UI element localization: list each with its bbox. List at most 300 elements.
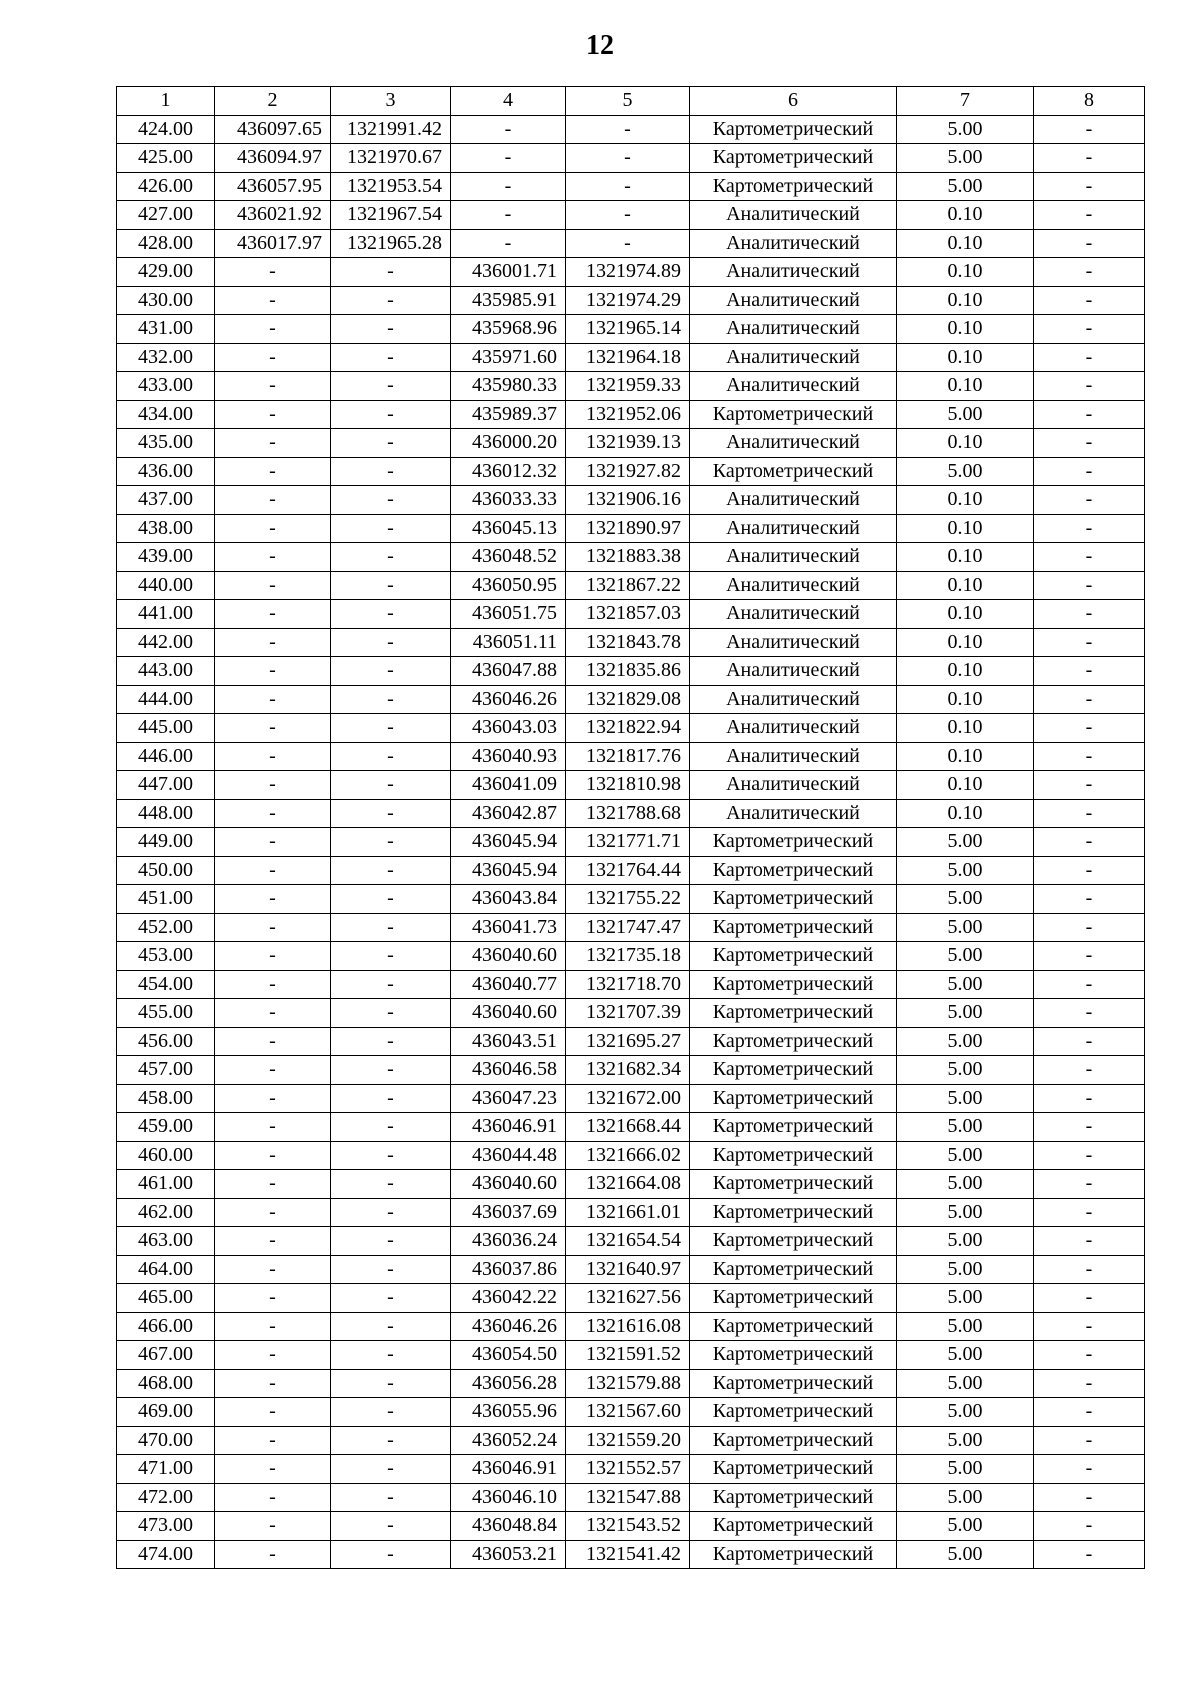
description-cell: -: [1034, 828, 1145, 857]
description-cell: -: [1034, 1426, 1145, 1455]
table-row: [117, 201, 1145, 230]
accuracy-cell: 5.00: [897, 970, 1034, 999]
new-x-cell: 436046.91: [451, 1455, 566, 1484]
point-number-cell: 439.00: [117, 543, 215, 572]
new-x-cell: 436040.60: [451, 1170, 566, 1199]
method-cell: Аналитический: [690, 685, 897, 714]
table-row: [117, 315, 1145, 344]
method-cell: Аналитический: [690, 799, 897, 828]
accuracy-cell: 0.10: [897, 628, 1034, 657]
table-row: [117, 999, 1145, 1028]
description-cell: -: [1034, 1455, 1145, 1484]
point-number-cell: 434.00: [117, 400, 215, 429]
method-cell: Аналитический: [690, 742, 897, 771]
new-y-cell: 1321883.38: [566, 543, 690, 572]
new-y-cell: 1321959.33: [566, 372, 690, 401]
old-x-cell: -: [215, 429, 331, 458]
old-y-cell: 1321991.42: [331, 115, 451, 144]
old-y-cell: -: [331, 315, 451, 344]
method-cell: Картометрический: [690, 1312, 897, 1341]
point-number-cell: 473.00: [117, 1512, 215, 1541]
table-row: [117, 1398, 1145, 1427]
new-y-cell: 1321661.01: [566, 1198, 690, 1227]
point-number-cell: 436.00: [117, 457, 215, 486]
table-row: [117, 1141, 1145, 1170]
old-x-cell: -: [215, 1084, 331, 1113]
point-number-cell: 455.00: [117, 999, 215, 1028]
new-x-cell: 436040.60: [451, 999, 566, 1028]
old-x-cell: -: [215, 343, 331, 372]
new-y-cell: 1321664.08: [566, 1170, 690, 1199]
old-x-cell: -: [215, 372, 331, 401]
method-cell: Аналитический: [690, 600, 897, 629]
method-cell: Картометрический: [690, 885, 897, 914]
description-cell: -: [1034, 343, 1145, 372]
table-row: [117, 343, 1145, 372]
accuracy-cell: 5.00: [897, 856, 1034, 885]
old-x-cell: -: [215, 1113, 331, 1142]
point-number-cell: 445.00: [117, 714, 215, 743]
new-y-cell: -: [566, 201, 690, 230]
description-cell: -: [1034, 400, 1145, 429]
new-y-cell: 1321964.18: [566, 343, 690, 372]
method-cell: Картометрический: [690, 115, 897, 144]
table-row: [117, 1255, 1145, 1284]
table-row: [117, 771, 1145, 800]
old-y-cell: -: [331, 400, 451, 429]
method-cell: Картометрический: [690, 1113, 897, 1142]
method-cell: Картометрический: [690, 1426, 897, 1455]
new-x-cell: 436043.51: [451, 1027, 566, 1056]
old-y-cell: -: [331, 828, 451, 857]
method-cell: Картометрический: [690, 144, 897, 173]
old-y-cell: -: [331, 685, 451, 714]
accuracy-cell: 0.10: [897, 714, 1034, 743]
point-number-cell: 440.00: [117, 571, 215, 600]
new-x-cell: 436042.22: [451, 1284, 566, 1313]
new-x-cell: 436040.93: [451, 742, 566, 771]
old-y-cell: -: [331, 1170, 451, 1199]
new-y-cell: -: [566, 172, 690, 201]
old-y-cell: -: [331, 543, 451, 572]
point-number-cell: 438.00: [117, 514, 215, 543]
table-row: [117, 258, 1145, 287]
new-y-cell: 1321695.27: [566, 1027, 690, 1056]
accuracy-cell: 5.00: [897, 1084, 1034, 1113]
new-x-cell: 436043.84: [451, 885, 566, 914]
description-cell: -: [1034, 571, 1145, 600]
point-number-cell: 426.00: [117, 172, 215, 201]
description-cell: -: [1034, 429, 1145, 458]
point-number-cell: 451.00: [117, 885, 215, 914]
table-row: [117, 1027, 1145, 1056]
point-number-cell: 461.00: [117, 1170, 215, 1199]
point-number-cell: 472.00: [117, 1483, 215, 1512]
point-number-cell: 430.00: [117, 286, 215, 315]
accuracy-cell: 0.10: [897, 543, 1034, 572]
new-y-cell: -: [566, 229, 690, 258]
table-row: [117, 1284, 1145, 1313]
description-cell: -: [1034, 771, 1145, 800]
new-x-cell: -: [451, 229, 566, 258]
point-number-cell: 453.00: [117, 942, 215, 971]
table-row: [117, 1113, 1145, 1142]
point-number-cell: 425.00: [117, 144, 215, 173]
description-cell: -: [1034, 1284, 1145, 1313]
new-y-cell: 1321974.29: [566, 286, 690, 315]
old-y-cell: -: [331, 486, 451, 515]
accuracy-cell: 0.10: [897, 771, 1034, 800]
old-x-cell: -: [215, 1027, 331, 1056]
old-x-cell: -: [215, 828, 331, 857]
accuracy-cell: 5.00: [897, 457, 1034, 486]
accuracy-cell: 0.10: [897, 799, 1034, 828]
description-cell: -: [1034, 115, 1145, 144]
accuracy-cell: 5.00: [897, 828, 1034, 857]
new-x-cell: 436040.77: [451, 970, 566, 999]
new-y-cell: 1321627.56: [566, 1284, 690, 1313]
new-y-cell: -: [566, 115, 690, 144]
old-y-cell: -: [331, 856, 451, 885]
new-x-cell: 436056.28: [451, 1369, 566, 1398]
old-y-cell: -: [331, 1284, 451, 1313]
page-number: 12: [586, 30, 614, 61]
new-y-cell: 1321616.08: [566, 1312, 690, 1341]
table-row: [117, 970, 1145, 999]
new-x-cell: 436045.94: [451, 856, 566, 885]
method-cell: Аналитический: [690, 372, 897, 401]
accuracy-cell: 5.00: [897, 1255, 1034, 1284]
new-x-cell: 436048.52: [451, 543, 566, 572]
method-cell: Картометрический: [690, 1284, 897, 1313]
new-y-cell: 1321771.71: [566, 828, 690, 857]
point-number-cell: 464.00: [117, 1255, 215, 1284]
old-y-cell: -: [331, 1455, 451, 1484]
method-cell: Картометрический: [690, 1255, 897, 1284]
accuracy-cell: 0.10: [897, 685, 1034, 714]
point-number-cell: 456.00: [117, 1027, 215, 1056]
old-y-cell: -: [331, 258, 451, 287]
method-cell: Аналитический: [690, 258, 897, 287]
new-y-cell: 1321559.20: [566, 1426, 690, 1455]
new-x-cell: 436001.71: [451, 258, 566, 287]
description-cell: -: [1034, 799, 1145, 828]
new-y-cell: 1321672.00: [566, 1084, 690, 1113]
header-row: [117, 87, 1145, 116]
table-row: [117, 913, 1145, 942]
new-y-cell: 1321817.76: [566, 742, 690, 771]
new-y-cell: 1321974.89: [566, 258, 690, 287]
accuracy-cell: 0.10: [897, 600, 1034, 629]
method-cell: Аналитический: [690, 343, 897, 372]
accuracy-cell: 5.00: [897, 1483, 1034, 1512]
accuracy-cell: 5.00: [897, 115, 1034, 144]
point-number-cell: 460.00: [117, 1141, 215, 1170]
old-x-cell: -: [215, 685, 331, 714]
old-x-cell: -: [215, 742, 331, 771]
method-cell: Картометрический: [690, 1027, 897, 1056]
accuracy-cell: 0.10: [897, 343, 1034, 372]
description-cell: -: [1034, 201, 1145, 230]
new-x-cell: 436046.91: [451, 1113, 566, 1142]
new-x-cell: -: [451, 144, 566, 173]
old-y-cell: 1321953.54: [331, 172, 451, 201]
table-row: [117, 429, 1145, 458]
column-header: 5: [566, 87, 690, 116]
new-y-cell: 1321707.39: [566, 999, 690, 1028]
old-y-cell: -: [331, 1141, 451, 1170]
new-y-cell: 1321718.70: [566, 970, 690, 999]
new-y-cell: 1321829.08: [566, 685, 690, 714]
old-x-cell: -: [215, 543, 331, 572]
old-x-cell: -: [215, 1398, 331, 1427]
point-number-cell: 443.00: [117, 657, 215, 686]
point-number-cell: 429.00: [117, 258, 215, 287]
table-row: [117, 372, 1145, 401]
column-header: 1: [117, 87, 215, 116]
old-y-cell: -: [331, 999, 451, 1028]
accuracy-cell: 5.00: [897, 1455, 1034, 1484]
description-cell: -: [1034, 942, 1145, 971]
method-cell: Аналитический: [690, 229, 897, 258]
new-x-cell: 436047.88: [451, 657, 566, 686]
old-y-cell: -: [331, 457, 451, 486]
description-cell: -: [1034, 315, 1145, 344]
column-header: 7: [897, 87, 1034, 116]
old-x-cell: -: [215, 1455, 331, 1484]
table-row: [117, 885, 1145, 914]
point-number-cell: 463.00: [117, 1227, 215, 1256]
new-y-cell: 1321747.47: [566, 913, 690, 942]
description-cell: -: [1034, 1483, 1145, 1512]
table-row: [117, 942, 1145, 971]
method-cell: Картометрический: [690, 1141, 897, 1170]
new-x-cell: 436051.75: [451, 600, 566, 629]
description-cell: -: [1034, 1056, 1145, 1085]
new-x-cell: 436050.95: [451, 571, 566, 600]
description-cell: -: [1034, 970, 1145, 999]
new-y-cell: 1321890.97: [566, 514, 690, 543]
accuracy-cell: 0.10: [897, 286, 1034, 315]
old-x-cell: -: [215, 1170, 331, 1199]
point-number-cell: 431.00: [117, 315, 215, 344]
old-x-cell: -: [215, 457, 331, 486]
accuracy-cell: 0.10: [897, 486, 1034, 515]
description-cell: -: [1034, 1227, 1145, 1256]
method-cell: Картометрический: [690, 856, 897, 885]
old-y-cell: -: [331, 1341, 451, 1370]
new-y-cell: 1321591.52: [566, 1341, 690, 1370]
old-x-cell: -: [215, 258, 331, 287]
old-x-cell: -: [215, 571, 331, 600]
method-cell: Картометрический: [690, 1455, 897, 1484]
old-x-cell: -: [215, 856, 331, 885]
new-y-cell: 1321952.06: [566, 400, 690, 429]
new-y-cell: 1321939.13: [566, 429, 690, 458]
table-row: [117, 1455, 1145, 1484]
method-cell: Картометрический: [690, 913, 897, 942]
column-header: 3: [331, 87, 451, 116]
method-cell: Аналитический: [690, 571, 897, 600]
old-x-cell: -: [215, 942, 331, 971]
old-y-cell: -: [331, 1084, 451, 1113]
accuracy-cell: 0.10: [897, 229, 1034, 258]
new-y-cell: 1321735.18: [566, 942, 690, 971]
old-y-cell: 1321965.28: [331, 229, 451, 258]
old-x-cell: -: [215, 999, 331, 1028]
old-y-cell: -: [331, 885, 451, 914]
table-row: [117, 685, 1145, 714]
old-y-cell: -: [331, 742, 451, 771]
old-y-cell: -: [331, 657, 451, 686]
old-x-cell: -: [215, 600, 331, 629]
table-row: [117, 457, 1145, 486]
new-y-cell: 1321666.02: [566, 1141, 690, 1170]
old-y-cell: -: [331, 1540, 451, 1569]
old-y-cell: -: [331, 913, 451, 942]
old-x-cell: -: [215, 315, 331, 344]
new-x-cell: 436053.21: [451, 1540, 566, 1569]
old-y-cell: -: [331, 970, 451, 999]
old-y-cell: -: [331, 1369, 451, 1398]
old-x-cell: -: [215, 514, 331, 543]
old-x-cell: -: [215, 286, 331, 315]
description-cell: -: [1034, 856, 1145, 885]
accuracy-cell: 5.00: [897, 1426, 1034, 1455]
description-cell: -: [1034, 543, 1145, 572]
new-x-cell: 435968.96: [451, 315, 566, 344]
old-y-cell: -: [331, 1027, 451, 1056]
table-row: [117, 1170, 1145, 1199]
point-number-cell: 452.00: [117, 913, 215, 942]
table-body: [117, 115, 1145, 1569]
column-header: 8: [1034, 87, 1145, 116]
old-x-cell: -: [215, 1512, 331, 1541]
point-number-cell: 458.00: [117, 1084, 215, 1113]
new-y-cell: 1321547.88: [566, 1483, 690, 1512]
old-x-cell: -: [215, 1483, 331, 1512]
description-cell: -: [1034, 913, 1145, 942]
method-cell: Картометрический: [690, 1512, 897, 1541]
description-cell: -: [1034, 1141, 1145, 1170]
old-x-cell: -: [215, 913, 331, 942]
new-x-cell: 436046.26: [451, 685, 566, 714]
new-x-cell: 436046.26: [451, 1312, 566, 1341]
new-x-cell: 436033.33: [451, 486, 566, 515]
old-x-cell: -: [215, 400, 331, 429]
description-cell: -: [1034, 172, 1145, 201]
accuracy-cell: 5.00: [897, 1512, 1034, 1541]
description-cell: -: [1034, 1341, 1145, 1370]
new-x-cell: 435989.37: [451, 400, 566, 429]
old-x-cell: -: [215, 1198, 331, 1227]
old-y-cell: -: [331, 799, 451, 828]
method-cell: Аналитический: [690, 771, 897, 800]
old-x-cell: -: [215, 771, 331, 800]
coordinates-table: [116, 86, 1145, 1569]
new-y-cell: 1321906.16: [566, 486, 690, 515]
new-x-cell: 436043.03: [451, 714, 566, 743]
new-y-cell: 1321822.94: [566, 714, 690, 743]
table-row: [117, 1483, 1145, 1512]
point-number-cell: 442.00: [117, 628, 215, 657]
description-cell: -: [1034, 999, 1145, 1028]
method-cell: Картометрический: [690, 1369, 897, 1398]
table-row: [117, 1540, 1145, 1569]
new-x-cell: 436046.10: [451, 1483, 566, 1512]
table-row: [117, 571, 1145, 600]
description-cell: -: [1034, 457, 1145, 486]
accuracy-cell: 0.10: [897, 657, 1034, 686]
new-x-cell: 436047.23: [451, 1084, 566, 1113]
accuracy-cell: 5.00: [897, 1027, 1034, 1056]
method-cell: Картометрический: [690, 1227, 897, 1256]
new-x-cell: 435985.91: [451, 286, 566, 315]
description-cell: -: [1034, 685, 1145, 714]
accuracy-cell: 5.00: [897, 1141, 1034, 1170]
method-cell: Картометрический: [690, 172, 897, 201]
new-y-cell: 1321567.60: [566, 1398, 690, 1427]
old-y-cell: -: [331, 1255, 451, 1284]
description-cell: -: [1034, 628, 1145, 657]
old-y-cell: -: [331, 1426, 451, 1455]
old-y-cell: -: [331, 372, 451, 401]
point-number-cell: 437.00: [117, 486, 215, 515]
table-row: [117, 514, 1145, 543]
method-cell: Картометрический: [690, 1341, 897, 1370]
old-y-cell: 1321967.54: [331, 201, 451, 230]
new-y-cell: 1321543.52: [566, 1512, 690, 1541]
method-cell: Аналитический: [690, 486, 897, 515]
point-number-cell: 462.00: [117, 1198, 215, 1227]
accuracy-cell: 0.10: [897, 429, 1034, 458]
new-x-cell: 436040.60: [451, 942, 566, 971]
method-cell: Картометрический: [690, 828, 897, 857]
old-y-cell: -: [331, 571, 451, 600]
table-row: [117, 828, 1145, 857]
new-y-cell: 1321682.34: [566, 1056, 690, 1085]
description-cell: -: [1034, 286, 1145, 315]
accuracy-cell: 5.00: [897, 1398, 1034, 1427]
method-cell: Картометрический: [690, 1540, 897, 1569]
method-cell: Картометрический: [690, 400, 897, 429]
old-x-cell: -: [215, 628, 331, 657]
column-header: 4: [451, 87, 566, 116]
description-cell: -: [1034, 1540, 1145, 1569]
new-x-cell: 436045.13: [451, 514, 566, 543]
accuracy-cell: 5.00: [897, 1170, 1034, 1199]
description-cell: -: [1034, 372, 1145, 401]
point-number-cell: 448.00: [117, 799, 215, 828]
new-y-cell: 1321965.14: [566, 315, 690, 344]
description-cell: -: [1034, 229, 1145, 258]
point-number-cell: 454.00: [117, 970, 215, 999]
accuracy-cell: 0.10: [897, 258, 1034, 287]
method-cell: Картометрический: [690, 999, 897, 1028]
old-x-cell: -: [215, 1540, 331, 1569]
description-cell: -: [1034, 885, 1145, 914]
table-row: [117, 1512, 1145, 1541]
table-row: [117, 1369, 1145, 1398]
old-x-cell: -: [215, 970, 331, 999]
new-x-cell: -: [451, 115, 566, 144]
method-cell: Картометрический: [690, 1398, 897, 1427]
method-cell: Аналитический: [690, 543, 897, 572]
method-cell: Картометрический: [690, 457, 897, 486]
old-x-cell: 436017.97: [215, 229, 331, 258]
point-number-cell: 428.00: [117, 229, 215, 258]
new-x-cell: 436048.84: [451, 1512, 566, 1541]
